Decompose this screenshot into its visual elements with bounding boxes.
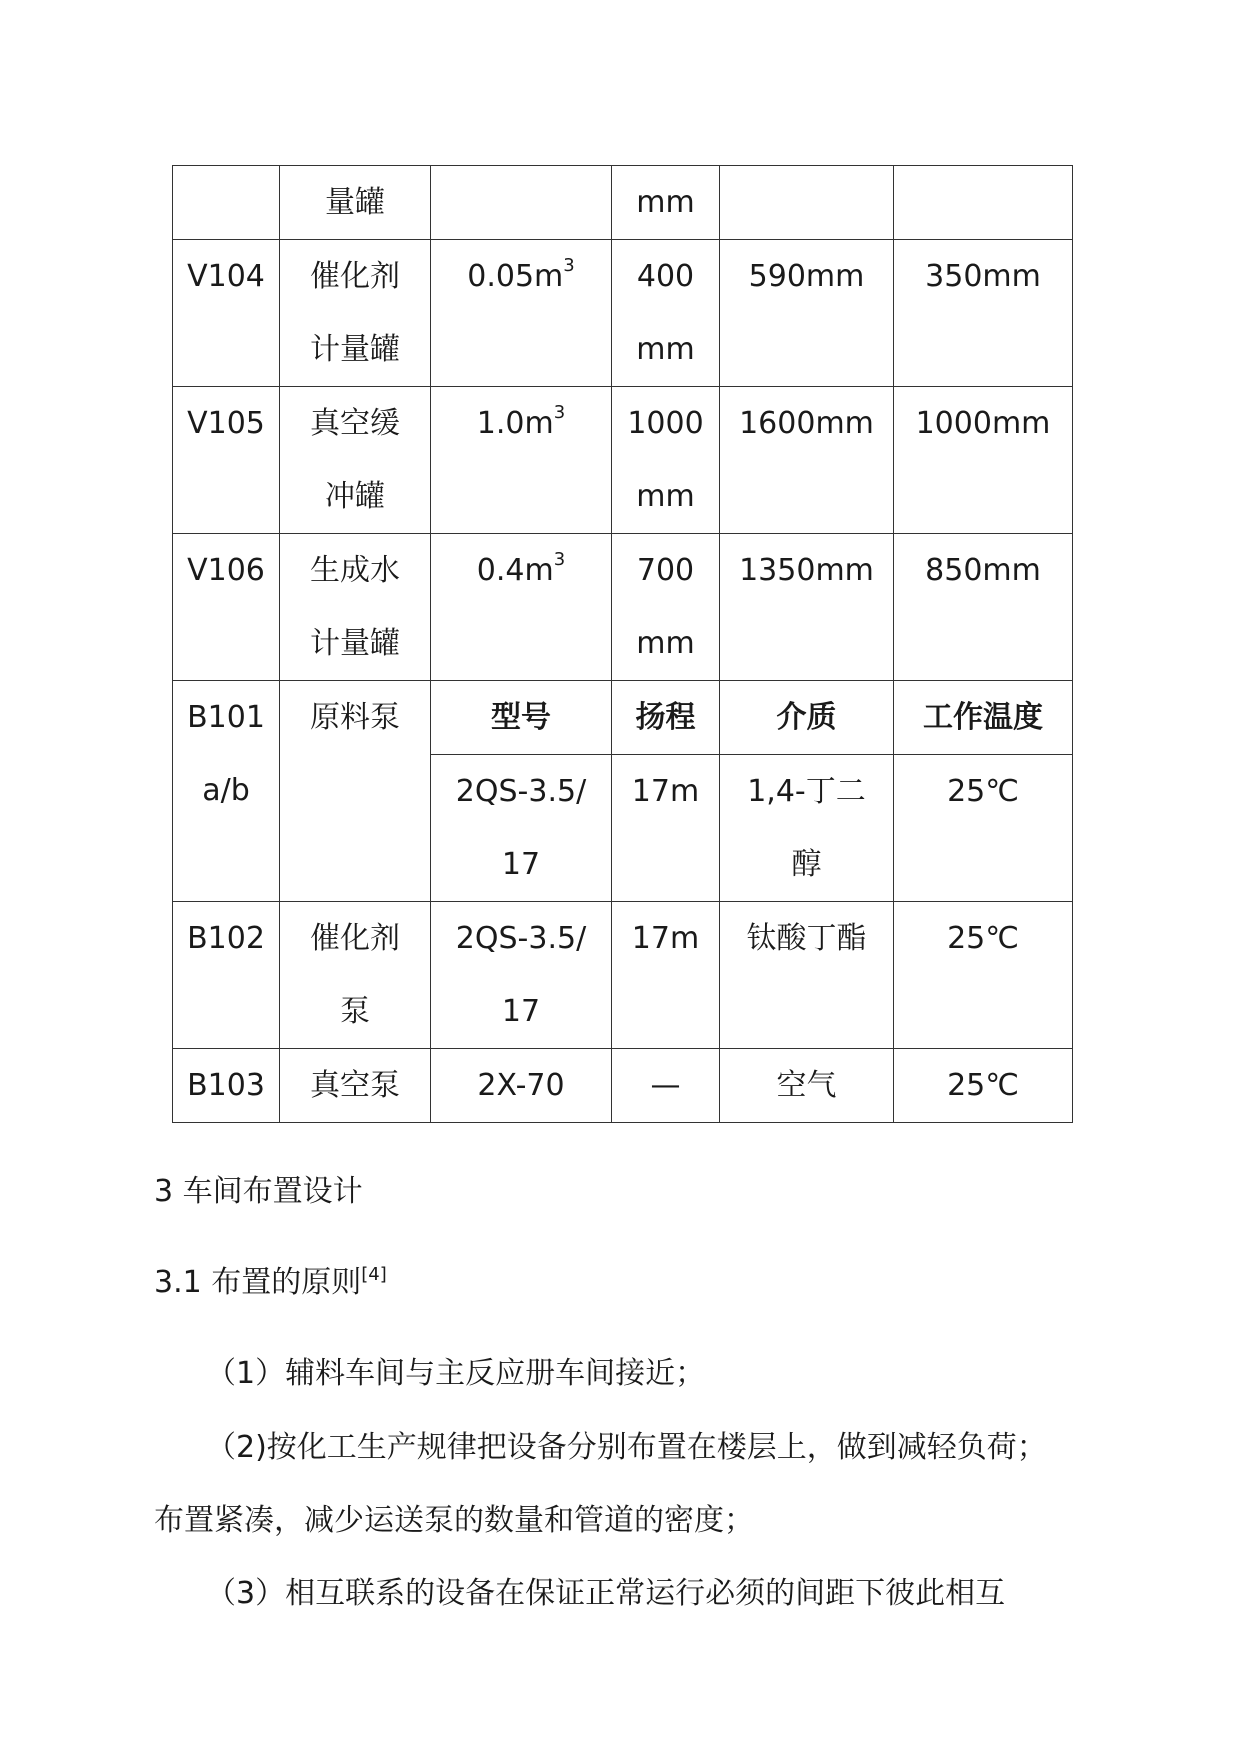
cell-diameter: mm — [612, 166, 720, 240]
cell-id: V104 — [173, 240, 280, 387]
header-head: 扬程 — [612, 681, 720, 755]
cell-dim: 850mm — [894, 534, 1073, 681]
cell-dim: 1000mm — [894, 387, 1073, 534]
cell-volume: $0.4m^3$ — [431, 534, 612, 681]
cell-volume: $0.05m^3$ — [431, 240, 612, 387]
header-model: 型号 — [431, 681, 612, 755]
equipment-table — [172, 165, 1073, 1123]
cell-height — [720, 166, 894, 240]
cell-dim — [894, 166, 1073, 240]
cell-head: — — [612, 1049, 720, 1123]
cell-name: 真空缓 冲罐 — [280, 387, 431, 534]
cell-volume — [431, 166, 612, 240]
table-row — [173, 240, 1073, 387]
section-heading: 3 车间布置设计 — [154, 1174, 363, 1209]
paragraph: （2)按化工生产规律把设备分别布置在楼层上，做到减轻负荷； — [206, 1430, 1047, 1465]
cell-id: B102 — [173, 902, 280, 1049]
citation-ref: [4] — [361, 1264, 387, 1285]
cell-name: 生成水 计量罐 — [280, 534, 431, 681]
cell-volume: $1.0m^3$ — [431, 387, 612, 534]
table-row — [173, 166, 1073, 240]
table-row — [173, 387, 1073, 534]
cell-temp: 25℃ — [894, 902, 1073, 1049]
cell-medium: 钛酸丁酯 — [720, 902, 894, 1049]
cell-head: 17m — [612, 902, 720, 1049]
cell-id: V105 — [173, 387, 280, 534]
table-row — [173, 902, 1073, 1049]
cell-dim: 350mm — [894, 240, 1073, 387]
table-row — [173, 681, 1073, 755]
cell-name: 真空泵 — [280, 1049, 431, 1123]
cell-name: 催化剂 泵 — [280, 902, 431, 1049]
cell-id: V106 — [173, 534, 280, 681]
paragraph: 布置紧凑，减少运送泵的数量和管道的密度； — [154, 1503, 754, 1538]
cell-name: 量罐 — [280, 166, 431, 240]
cell-name: 原料泵 — [280, 681, 431, 902]
cell-model: 2QS-3.5/ 17 — [431, 902, 612, 1049]
cell-height: 590mm — [720, 240, 894, 387]
cell-diameter: 1000 mm — [612, 387, 720, 534]
cell-head: 17m — [612, 755, 720, 902]
table-row — [173, 1049, 1073, 1123]
cell-id: B103 — [173, 1049, 280, 1123]
cell-id: B101 a/b — [173, 681, 280, 902]
subsection-heading — [154, 1257, 387, 1301]
header-medium: 介质 — [720, 681, 894, 755]
paragraph: （1）辅料车间与主反应册车间接近； — [206, 1356, 706, 1391]
header-temp: 工作温度 — [894, 681, 1073, 755]
subsection-title: 3.1 布置的原则 — [154, 1265, 362, 1300]
cell-temp: 25℃ — [894, 1049, 1073, 1123]
cell-medium: 空气 — [720, 1049, 894, 1123]
cell-temp: 25℃ — [894, 755, 1073, 902]
cell-medium: 1,4-丁二 醇 — [720, 755, 894, 902]
cell-model: 2X-70 — [431, 1049, 612, 1123]
paragraph: （3）相互联系的设备在保证正常运行必须的间距下彼此相互 — [206, 1576, 1006, 1611]
cell-id — [173, 166, 280, 240]
cell-diameter: 400 mm — [612, 240, 720, 387]
table-row — [173, 534, 1073, 681]
cell-model: 2QS-3.5/ 17 — [431, 755, 612, 902]
cell-height: 1600mm — [720, 387, 894, 534]
cell-diameter: 700 mm — [612, 534, 720, 681]
cell-height: 1350mm — [720, 534, 894, 681]
cell-name: 催化剂 计量罐 — [280, 240, 431, 387]
